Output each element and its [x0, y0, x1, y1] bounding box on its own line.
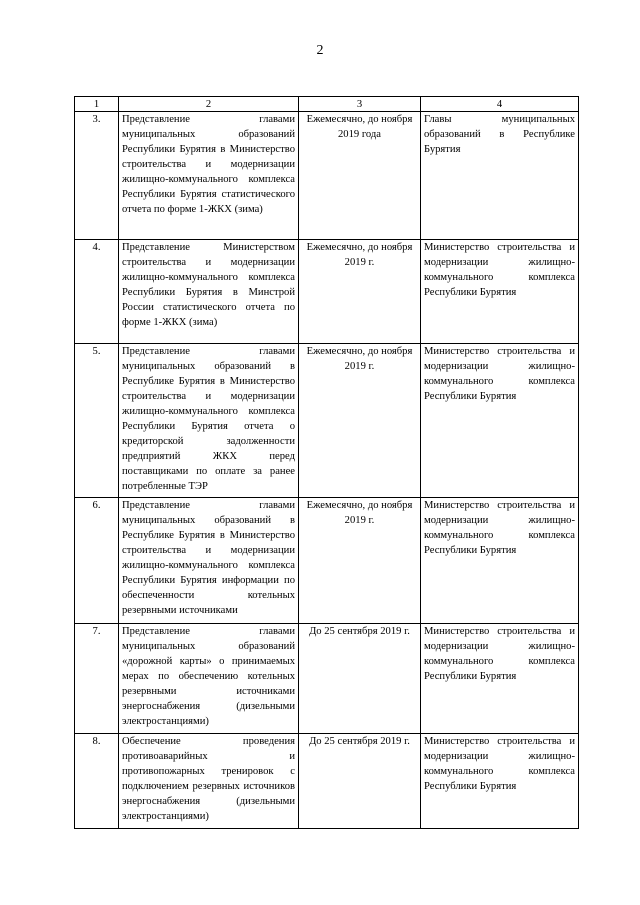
row-executor: Министерство строительства и модернизации жилищно-коммунального комплекса Республики Бурятия — [421, 734, 579, 829]
row-task: Представление Министерством строительства и модернизации жилищно-коммунального комплекса Республики Бурятия в Минстрой России статистического отчета по форме 1-ЖКХ (зима) — [119, 240, 299, 344]
column-header-task: 2 — [119, 97, 299, 112]
row-term: До 25 сентября 2019 г. — [299, 734, 421, 829]
row-number: 6. — [75, 498, 119, 624]
row-task: Обеспечение проведения противоаварийных и противопожарных тренировок с подключением резервных источников энергоснабжения (дизельными электростанциями) — [119, 734, 299, 829]
table-row — [75, 112, 579, 240]
row-task: Представление главами муниципальных образований Республики Бурятия в Министерство строительства и модернизации жилищно-коммунального комплекса Республики Бурятия статистического отчета по форме 1-ЖКХ (зима) — [119, 112, 299, 240]
row-term: До 25 сентября 2019 г. — [299, 624, 421, 734]
row-executor: Министерство строительства и модернизации жилищно-коммунального комплекса Республики Бурятия — [421, 240, 579, 344]
row-executor: Министерство строительства и модернизации жилищно-коммунального комплекса Республики Бурятия — [421, 344, 579, 498]
row-number: 3. — [75, 112, 119, 240]
page-number: 2 — [316, 43, 324, 58]
row-task: Представление главами муниципальных образований в Республике Бурятия в Министерство строительства и модернизации жилищно-коммунального комплекса Республики Бурятия отчета о кредиторской задолженности предприятий ЖКХ перед поставщиками по оплате за ранее потребленные ТЭР — [119, 344, 299, 498]
table-header-row — [75, 97, 579, 112]
table-row — [75, 344, 579, 498]
row-term: Ежемесячно, до ноября 2019 г. — [299, 344, 421, 498]
column-header-term: 3 — [299, 97, 421, 112]
row-task: Представление главами муниципальных образований в Республике Бурятия в Министерство строительства и модернизации жилищно-коммунального комплекса Республики Бурятия информации по обеспеченности котельных резервными источниками — [119, 498, 299, 624]
row-executor: Главы муниципальных образований в Республике Бурятия — [421, 112, 579, 240]
row-number: 4. — [75, 240, 119, 344]
table-row — [75, 734, 579, 829]
row-task: Представление главами муниципальных образований «дорожной карты» о принимаемых мерах по обеспечению котельных резервными источниками энергоснабжения (дизельными электростанциями) — [119, 624, 299, 734]
column-header-executor: 4 — [421, 97, 579, 112]
row-number: 8. — [75, 734, 119, 829]
row-number: 5. — [75, 344, 119, 498]
row-executor: Министерство строительства и модернизации жилищно-коммунального комплекса Республики Бурятия — [421, 498, 579, 624]
activity-table — [74, 96, 579, 829]
row-term: Ежемесячно, до ноября 2019 г. — [299, 498, 421, 624]
row-term: Ежемесячно, до ноября 2019 года — [299, 112, 421, 240]
table-row — [75, 240, 579, 344]
row-executor: Министерство строительства и модернизации жилищно-коммунального комплекса Республики Бурятия — [421, 624, 579, 734]
table-row — [75, 624, 579, 734]
row-number: 7. — [75, 624, 119, 734]
column-header-number: 1 — [75, 97, 119, 112]
table-row — [75, 498, 579, 624]
row-term: Ежемесячно, до ноября 2019 г. — [299, 240, 421, 344]
